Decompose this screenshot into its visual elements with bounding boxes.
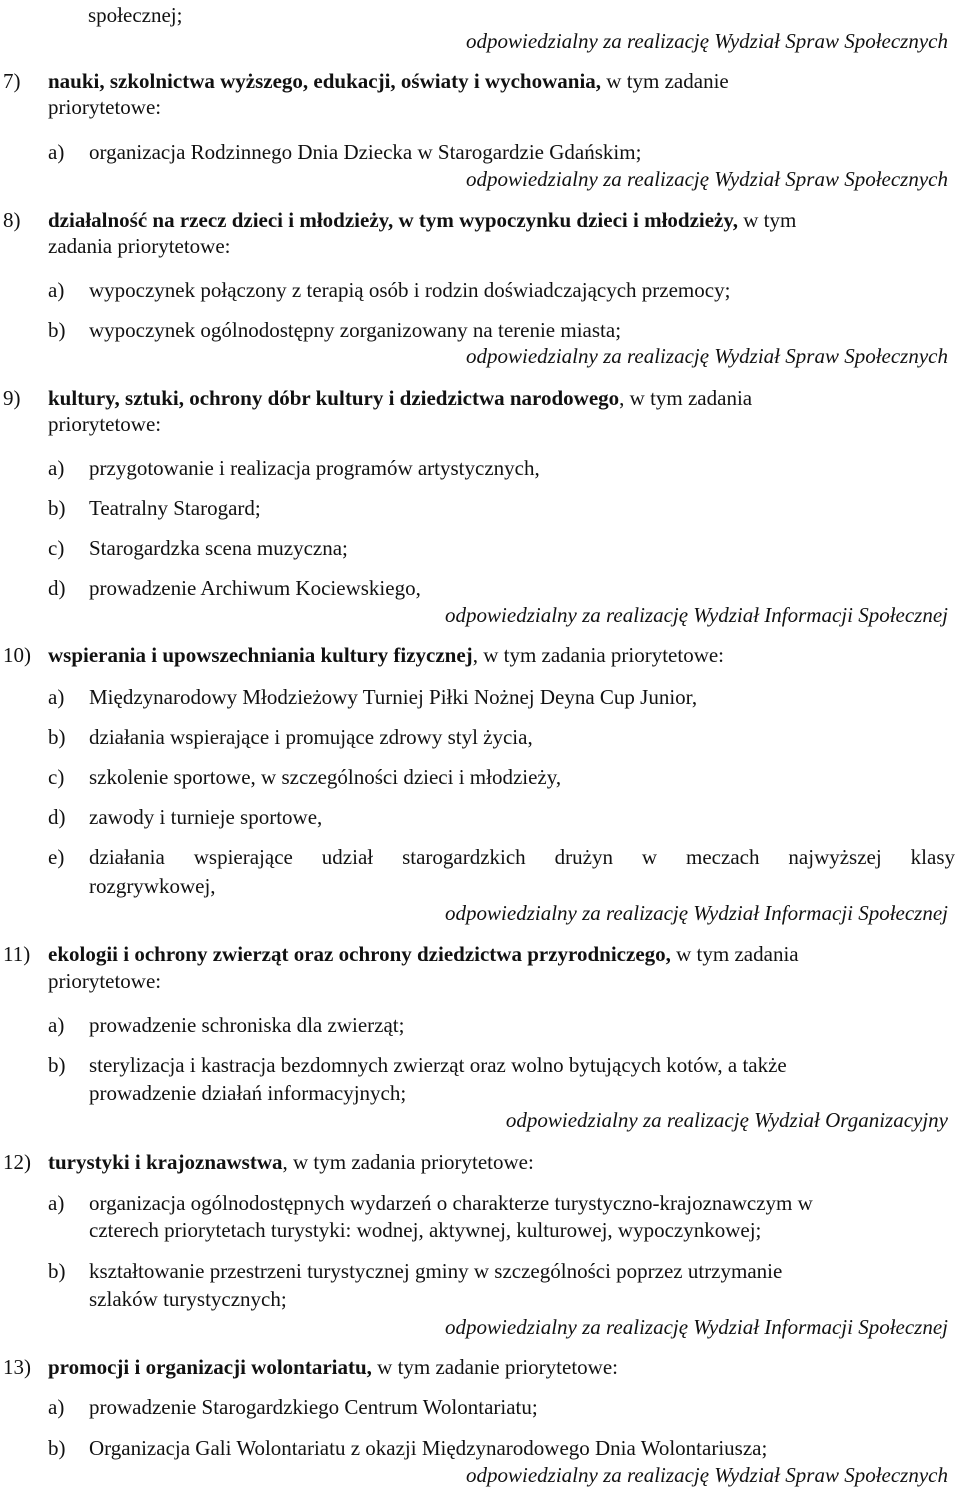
item-letter: b) xyxy=(48,725,66,749)
item-letter: a) xyxy=(48,278,65,302)
item-text: sterylizacja i kastracja bezdomnych zwierząt oraz wolno bytujących kotów, a także xyxy=(89,1053,787,1077)
section-heading xyxy=(48,1149,534,1175)
item-text: kształtowanie przestrzeni turystycznej gminy w szczególności poprzez utrzymanie xyxy=(89,1259,783,1283)
item-text-cont: szlaków turystycznych; xyxy=(89,1287,287,1311)
item-letter: a) xyxy=(48,456,65,480)
responsible-line: odpowiedzialny za realizację Wydział Informacji Społecznej xyxy=(445,901,948,925)
section-heading xyxy=(48,642,724,668)
section-heading-cont: priorytetowe: xyxy=(48,412,162,436)
item-text: prowadzenie Archiwum Kociewskiego, xyxy=(89,576,421,600)
continuation-text: społecznej; xyxy=(88,3,183,27)
section-title: działalność na rzecz dzieci i młodzieży, w tym wypoczynku dzieci i młodzieży, xyxy=(48,208,738,232)
section-title: promocji i organizacji wolontariatu, xyxy=(48,1355,372,1379)
section-heading xyxy=(48,385,752,411)
item-letter: d) xyxy=(48,576,66,600)
item-letter: b) xyxy=(48,1436,66,1460)
responsible-line: odpowiedzialny za realizację Wydział Spraw Społecznych xyxy=(466,344,948,368)
section-title-rest: , w tym zadania xyxy=(619,386,753,410)
section-title: turystyki i krajoznawstwa xyxy=(48,1150,283,1174)
item-text: Starogardzka scena muzyczna; xyxy=(89,536,348,560)
item-text: działania wspierające udział starogardzkich drużyn w meczach najwyższej klasy xyxy=(89,845,955,869)
section-title-rest: w tym xyxy=(737,208,797,232)
item-letter: a) xyxy=(48,1395,65,1419)
item-text: wypoczynek ogólnodostępny zorganizowany na terenie miasta; xyxy=(89,318,622,342)
section-heading xyxy=(48,1354,618,1380)
item-letter: b) xyxy=(48,496,66,520)
section-number: 10) xyxy=(3,643,31,667)
section-number: 7) xyxy=(3,69,21,93)
section-title-rest: w tym zadania xyxy=(670,942,799,966)
section-title: wspierania i upowszechniania kultury fizycznej xyxy=(48,643,473,667)
item-text-cont: rozgrywkowej, xyxy=(89,874,216,898)
section-heading xyxy=(48,207,796,233)
section-heading xyxy=(48,941,799,967)
section-heading-cont: priorytetowe: xyxy=(48,95,162,119)
responsible-line: odpowiedzialny za realizację Wydział Organizacyjny xyxy=(505,1108,948,1132)
item-letter: a) xyxy=(48,140,65,164)
item-text: szkolenie sportowe, w szczególności dzieci i młodzieży, xyxy=(89,765,562,789)
item-letter: b) xyxy=(48,318,66,342)
item-letter: b) xyxy=(48,1259,66,1283)
section-title-rest: , w tym zadania priorytetowe: xyxy=(282,1150,534,1174)
item-letter: a) xyxy=(48,685,65,709)
item-letter: c) xyxy=(48,765,65,789)
section-heading-cont: zadania priorytetowe: xyxy=(48,234,231,258)
item-text: wypoczynek połączony z terapią osób i rodzin doświadczających przemocy; xyxy=(89,278,731,302)
section-title-rest: , w tym zadania priorytetowe: xyxy=(472,643,725,667)
item-text: Teatralny Starogard; xyxy=(89,496,261,520)
section-heading xyxy=(48,68,729,94)
item-text: organizacja Rodzinnego Dnia Dziecka w Starogardzie Gdańskim; xyxy=(89,140,642,164)
section-heading-cont: priorytetowe: xyxy=(48,969,162,993)
section-number: 9) xyxy=(3,386,21,410)
item-letter: c) xyxy=(48,536,65,560)
item-text: organizacja ogólnodostępnych wydarzeń o charakterze turystyczno-krajoznawczym w xyxy=(89,1191,813,1215)
item-text: Organizacja Gali Wolontariatu z okazji Międzynarodowego Dnia Wolontariusza; xyxy=(89,1436,768,1460)
section-number: 8) xyxy=(3,208,21,232)
item-text: Międzynarodowy Młodzieżowy Turniej Piłki Nożnej Deyna Cup Junior, xyxy=(89,685,698,709)
item-text-cont: czterech priorytetach turystyki: wodnej, aktywnej, kulturowej, wypoczynkowej; xyxy=(89,1218,762,1242)
item-text: prowadzenie schroniska dla zwierząt; xyxy=(89,1013,405,1037)
responsible-line: odpowiedzialny za realizację Wydział Informacji Społecznej xyxy=(445,603,948,627)
responsible-line: odpowiedzialny za realizację Wydział Spraw Społecznych xyxy=(466,167,948,191)
section-number: 11) xyxy=(3,942,31,966)
item-text: przygotowanie i realizacja programów artystycznych, xyxy=(89,456,540,480)
section-title: kultury, sztuki, ochrony dóbr kultury i dziedzictwa narodowego xyxy=(48,386,620,410)
item-text: zawody i turnieje sportowe, xyxy=(89,805,323,829)
item-letter: a) xyxy=(48,1013,65,1037)
responsible-line: odpowiedzialny za realizację Wydział Spraw Społecznych xyxy=(466,1463,948,1487)
item-letter: e) xyxy=(48,845,65,869)
section-number: 12) xyxy=(3,1150,31,1174)
item-text-cont: prowadzenie działań informacyjnych; xyxy=(89,1081,407,1105)
section-title-rest: w tym zadanie xyxy=(601,69,729,93)
item-letter: b) xyxy=(48,1053,66,1077)
responsible-line: odpowiedzialny za realizację Wydział Spraw Społecznych xyxy=(466,29,948,53)
section-title: nauki, szkolnictwa wyższego, edukacji, oświaty i wychowania, xyxy=(48,69,602,93)
item-letter: a) xyxy=(48,1191,65,1215)
responsible-line: odpowiedzialny za realizację Wydział Informacji Społecznej xyxy=(445,1315,948,1339)
section-title-rest: w tym zadanie priorytetowe: xyxy=(371,1355,618,1379)
section-title: ekologii i ochrony zwierząt oraz ochrony dziedzictwa przyrodniczego, xyxy=(48,942,671,966)
section-number: 13) xyxy=(3,1355,31,1379)
item-text: prowadzenie Starogardzkiego Centrum Wolontariatu; xyxy=(89,1395,538,1419)
item-text: działania wspierające i promujące zdrowy styl życia, xyxy=(89,725,533,749)
item-letter: d) xyxy=(48,805,66,829)
